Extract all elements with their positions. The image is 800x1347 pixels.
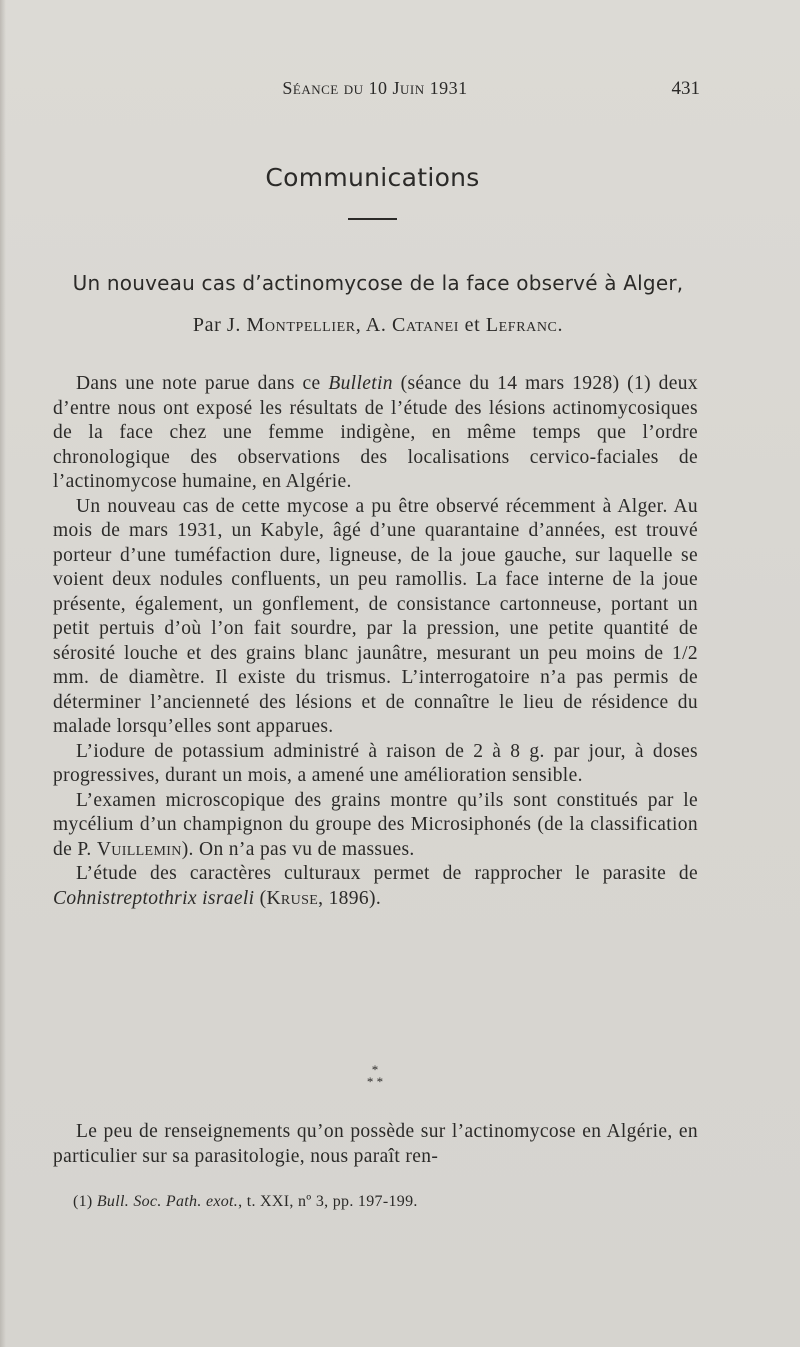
authors-sep-1: , A. — [355, 314, 393, 336]
asterism — [355, 1064, 395, 1088]
authors-prefix: Par J. — [192, 314, 247, 336]
author-montpellier: Montpellier — [246, 314, 356, 336]
running-head-title: Séance du 10 Juin 1931 — [282, 78, 468, 98]
p1-text-a: Dans une note parue dans ce — [76, 373, 329, 394]
p4-text-b: ). On n’a pas vu de massues. — [181, 838, 415, 860]
article-title: Un nouveau cas d’actinomycose de la face observé à Alger, — [72, 271, 684, 295]
article-body — [53, 372, 698, 911]
running-head — [50, 78, 700, 102]
footnote-rest: , t. XXI, nº 3, pp. 197-199. — [238, 1193, 418, 1210]
authors-line — [53, 314, 703, 337]
authors-suffix: . — [557, 314, 564, 336]
footnote-marker: (1) — [73, 1193, 97, 1210]
section-title: Communications — [265, 163, 480, 192]
asterism-top: * — [371, 1062, 379, 1077]
title-rule — [348, 218, 397, 220]
author-lefranc: Lefranc — [485, 314, 558, 336]
paragraph-1 — [53, 372, 698, 495]
kruse-smallcaps: Kruse — [266, 887, 319, 909]
article-body-continued — [53, 1120, 698, 1169]
asterism-bottom: * * — [366, 1074, 384, 1089]
paragraph-2: Un nouveau cas de cette mycose a pu être observé récemment à Alger. Au mois de mars 1931, un Kabyle, âgé d’une quarantaine d’années, est trouvé porteur d’une tuméfaction dure, ligneuse, de la joue gauche, sur laquelle se voient deux nodules confluents, un peu ramollis. La face interne de la joue présente, également, un gonflement, de consistance cartonneuse, portant un petit pertuis d’où l’on fait sourdre, par la pression, une petite quantité de sérosité louche et des grains blanc jaunâtre, mesurant un peu moins de 1/2 mm. de diamètre. Il existe du trismus. L’interrogatoire n’a pas permis de déterminer l’ancienneté des lésions et de connaître le lieu de résidence du malade lorsqu’elles sont apparues. — [53, 495, 698, 737]
p5-text-c: , 1896). — [318, 887, 382, 909]
footnote-journal: Bull. Soc. Path. exot. — [96, 1193, 239, 1210]
page-number: 431 — [671, 78, 700, 99]
paragraph-5 — [53, 862, 698, 911]
paragraph-6: Le peu de renseignements qu’on possède sur l’actinomycose en Algérie, en particulier sur sa parasitologie, nous paraît ren- — [53, 1121, 698, 1167]
bulletin-italic: Bulletin — [328, 373, 393, 394]
paragraph-3: L’iodure de potassium administré à raison de 2 à 8 g. par jour, à doses progressives, durant un mois, a amené une amélioration sensible. — [53, 740, 698, 786]
authors-sep-2: et — [459, 314, 486, 336]
p5-text-a: L’étude des caractères culturaux permet de rapprocher le parasite de — [76, 863, 698, 884]
author-catanei: Catanei — [392, 314, 459, 336]
footnote — [73, 1193, 693, 1211]
p1-text-b: (séance du 14 mars 1928) (1) deux d’entre nous ont exposé les résultats de l’étude des lésions actinomycosiques de la face chez une femme indigène, en même temps que l’ordre chronologique des observations des localisations cervico-faciales de l’actinomycose humaine, en Algérie. — [53, 373, 698, 492]
species-italic: Cohnistreptothrix israeli — [53, 887, 255, 909]
p5-text-b: ( — [254, 887, 267, 909]
page-edge-shadow — [0, 0, 6, 1347]
paragraph-4 — [53, 789, 698, 863]
p4-text-a: L’examen microscopique des grains montre qu’ils sont constitués par le mycélium d’un champignon du groupe des Microsiphonés (de la classification de P. — [53, 789, 698, 860]
vuillemin-smallcaps: Vuillemin — [96, 838, 182, 860]
